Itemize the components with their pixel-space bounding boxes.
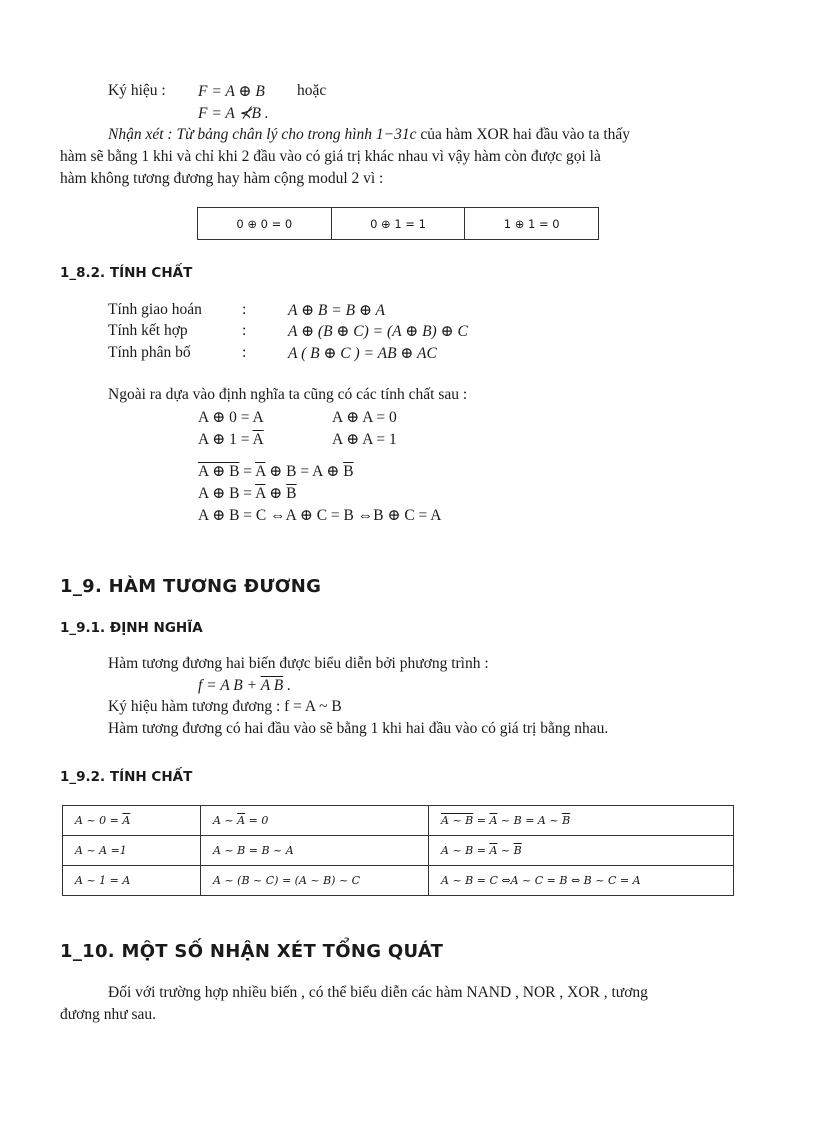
overlined-term: $\overline{A}$ <box>255 485 266 502</box>
table-cell: A ~ 1 = A <box>63 866 201 896</box>
table-cell: A ~ A =1 <box>63 836 201 866</box>
heading-1-8-2: 1_8.2. TÍNH CHẤT <box>60 265 193 281</box>
overlined-term: $\overline{A}$ <box>122 814 131 827</box>
formula-lhs: f = A B + <box>198 677 261 694</box>
remark-label: Nhận xét : <box>108 126 173 143</box>
table-cell <box>429 836 734 866</box>
remark-rest: của hàm XOR hai đầu vào ta thấy <box>420 126 631 143</box>
table-cell <box>63 806 201 836</box>
prop-colon: : <box>242 344 247 361</box>
definition-line: Hàm tương đương hai biến được biểu diễn bởi phương trình : <box>108 655 489 672</box>
table-row <box>198 208 599 240</box>
prop-name: Tính kết hợp <box>108 322 188 339</box>
overlined-term: $\overline{B}$ <box>562 814 571 827</box>
remark-line3: hàm không tương đương hay hàm cộng modul 2 vì : <box>60 170 384 187</box>
overlined-term: $\overline{A}$ <box>255 463 266 480</box>
table-cell: 1 ⊕ 1 = 0 <box>465 208 599 240</box>
remark-line2: hàm sẽ bằng 1 khi và chỉ khi 2 đầu vào có giá trị khác nhau vì vậy hàm còn được gọi là <box>60 148 601 165</box>
table-cell <box>201 806 429 836</box>
derived-eq <box>198 462 354 481</box>
table-cell: A ~ B = B ~ A <box>201 836 429 866</box>
heading-1-9-1: 1_9.1. ĐỊNH NGHĨA <box>60 620 203 636</box>
section-text: Đối với trường hợp nhiều biến , có thể biểu diễn các hàm NAND , NOR , XOR , tương <box>108 984 648 1001</box>
table-cell: 0 ⊕ 1 = 1 <box>331 208 465 240</box>
overlined-term: $\overline{B}$ <box>513 844 522 857</box>
overlined-term: A ⊕ B <box>198 463 240 480</box>
overlined-term: $\overline{B}$ <box>286 485 297 502</box>
prop-formula: A ⊕ B = B ⊕ A <box>288 302 385 319</box>
prop-formula: A ⊕ (B ⊕ C) = (A ⊕ B) ⊕ C <box>288 323 468 340</box>
table-cell <box>429 806 734 836</box>
extra-intro: Ngoài ra dựa vào định nghĩa ta cũng có các tính chất sau : <box>108 386 468 403</box>
remark-line1 <box>108 124 630 145</box>
table-cell: A ~ (B ~ C) = (A ~ B) ~ C <box>201 866 429 896</box>
table-row <box>63 866 734 896</box>
overlined-term: $\overline{A}$ <box>489 844 498 857</box>
identity <box>198 430 264 449</box>
cell-text: A ~ B = <box>441 844 490 857</box>
derived-eq: A ⊕ B = C ⇔A ⊕ C = B ⇔B ⊕ C = A <box>198 507 442 524</box>
identity: A ⊕ A = 1 <box>332 431 397 448</box>
overlined-term: $\overline{A}$ <box>489 814 498 827</box>
cell-text: A ~ <box>213 814 238 827</box>
derived-text: = <box>239 463 256 480</box>
meaning-line: Hàm tương đương có hai đầu vào sẽ bằng 1 khi hai đầu vào có giá trị bằng nhau. <box>108 720 609 737</box>
derived-text: A ⊕ B = <box>198 485 256 502</box>
derived-text: ⊕ <box>265 485 287 502</box>
prop-name: Tính phân bố <box>108 344 191 361</box>
heading-1-10: 1_10. MỘT SỐ NHẬN XÉT TỔNG QUÁT <box>60 941 444 962</box>
cell-text: ~ <box>497 844 514 857</box>
symbol-eq2: F = A ⊀B . <box>198 105 269 122</box>
formula-end: . <box>283 677 291 694</box>
definition-formula <box>198 677 291 695</box>
section-text: đương như sau. <box>60 1006 157 1023</box>
mod2-table <box>197 207 599 240</box>
cell-text: A ~ 0 = <box>75 814 123 827</box>
overlined-term: $\overline{B}$ <box>343 463 354 480</box>
identity: A ⊕ A = 0 <box>332 409 397 426</box>
overlined-term: $\overline{A}$ <box>237 814 246 827</box>
overlined-term: A ~ B <box>441 814 474 827</box>
overlined-term: A B <box>260 677 284 694</box>
equiv-table <box>62 805 734 896</box>
heading-1-9: 1_9. HÀM TƯƠNG ĐƯƠNG <box>60 576 322 597</box>
symbol-label: Ký hiệu : <box>108 82 166 99</box>
symbol-eq1: F = A ⊕ B <box>198 83 265 100</box>
table-row <box>63 806 734 836</box>
cell-text: = <box>473 814 490 827</box>
table-cell: A ~ B = C ⇔A ~ C = B ⇔ B ~ C = A <box>429 866 734 896</box>
cell-text: ~ B = A ~ <box>497 814 563 827</box>
prop-formula: A ( B ⊕ C ) = AB ⊕ AC <box>288 345 437 362</box>
table-cell: 0 ⊕ 0 = 0 <box>198 208 332 240</box>
table-row <box>63 836 734 866</box>
remark-italic: Từ bảng chân lý cho trong hình 1−31c <box>176 126 417 143</box>
heading-1-9-2: 1_9.2. TÍNH CHẤT <box>60 769 193 785</box>
identity-bar: $\overline{A}$ <box>252 431 264 448</box>
identity-lhs: A ⊕ 1 = <box>198 431 253 448</box>
prop-colon: : <box>242 322 247 339</box>
cell-text: = 0 <box>245 814 269 827</box>
derived-eq <box>198 484 297 503</box>
prop-name: Tính giao hoán <box>108 301 202 318</box>
symbol-line: Ký hiệu hàm tương đương : f = A ~ B <box>108 698 342 715</box>
identity: A ⊕ 0 = A <box>198 409 264 426</box>
prop-colon: : <box>242 301 247 318</box>
symbol-eq1-suffix: hoặc <box>297 82 327 99</box>
derived-text: ⊕ B = A ⊕ <box>265 463 344 480</box>
